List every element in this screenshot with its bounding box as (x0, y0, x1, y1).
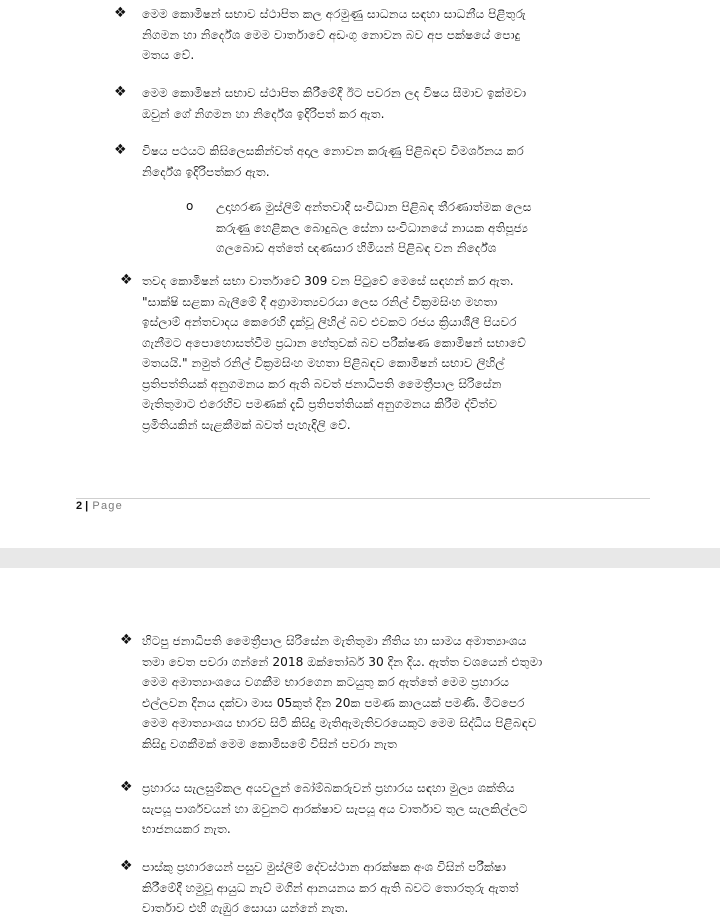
text-line: මෙම කොමිෂන් සභාව ස්ථාපිත කිරීමේදී ඊට පවරන ලද විෂය සීමාව ඉක්මවා (142, 86, 527, 100)
text-line: මැතිතුමාට එරෙහිව පමණක් දැඩි ප්‍රතිපත්තියක් අනුගමනය කිරීම ද්විත්ව (142, 397, 498, 411)
bullet-diamond-icon: ❖ (120, 272, 133, 288)
text-line: මෙම කොමිෂන් සභාව ස්ථාපිත කල අරමුණු සාධනය සඳහා සාධනීය පිළිතුරු (142, 7, 526, 21)
text-line: එල්ලවන දිනය දක්වා මාස 05කුත් දින 20ක පමණ කාලයක් පමණි. මීටපෙර (142, 695, 525, 710)
bullet-diamond-icon: ❖ (120, 779, 133, 795)
page-gap (0, 548, 720, 568)
text-line: නිර්දේශ ඉදිරිපත්කර ඇත. (142, 164, 270, 179)
text-line: මෙම අමාත්‍යාංශයෙ වගකීම භාරගෙන කටයුතු කර ඇත්තේ මෙම ප්‍රහාරය (142, 675, 509, 689)
bullet-paragraph (142, 83, 650, 124)
text-line: ගලබොඩ අත්තේ ඥණසාර හිමියන් පිළිබඳ වන නිර්දේශ (216, 241, 497, 255)
document-page-2 (0, 568, 720, 922)
text-line: ප්‍රතිපත්තියක් අනුගමනය කර ඇති බවත් ජනාධිපති මෛත්‍රීපාල සිරිසේන (142, 376, 502, 391)
footer-divider (76, 498, 650, 499)
page-label: Page (92, 500, 123, 512)
text-line: උදාහරණ මුස්ලිම් අන්තවාදී සංවිධාන පිළිබඳ තීරණාත්මක ලෙස (216, 200, 532, 214)
bullet-diamond-icon: ❖ (114, 142, 127, 158)
sub-bullet-marker: o (186, 199, 194, 213)
text-line: භාජනයකර නැත. (142, 822, 231, 836)
text-line: වාර්තාව එහි ගැඹුර සොයා යන්නේ නැත. (142, 901, 349, 915)
text-line: කරුණු හෙළිකල බොදුබල සේනා සංවිධානයේ නායක අතිපූජ්‍ය (216, 220, 528, 235)
text-line: මෙම අමාත්‍යාංශය භාරව සිටි කිසිදු මැතිඇමැතිවරයෙකුට මෙම සිද්ධිය පිළිබඳව (142, 716, 537, 730)
text-line: ඉස්ලාම් අන්තවාදය කෙරෙහි දැක්වූ ලිහිල් බව එවකට රජය ක්‍රියාශීලී පියවර (142, 315, 517, 329)
page-number: 2 (76, 500, 83, 512)
text-line: නිගමන හා නිර්දේශ මෙම වාර්තාවේ අඩංගු නොවන බව අප පක්ෂයේ පොදු (142, 27, 521, 42)
bullet-diamond-icon: ❖ (114, 5, 127, 21)
text-line: ගැනීමට අපොහොසත්වීම ප්‍රධාන හේතුවක් බව පරීක්ෂණ කොමිෂන් සභාවේ (142, 335, 526, 350)
text-line: ප්‍රහාරය සැලසුම්කල අයවලුන් බෝම්බකරුවන් ප්‍රහාරය සඳහා මුල්‍ය ශක්තිය (142, 781, 515, 795)
bullet-diamond-icon: ❖ (120, 632, 133, 648)
text-line: කිසිදු වගකීමක් මෙම කොමිසමේ විසින් පවරා නැත (142, 736, 397, 751)
text-line: පාස්කු ප්‍රහාරයෙන් පසුව මුස්ලිම් දේවස්ථාන ආරක්ෂක අංශ විසින් පරීක්ෂා (142, 860, 506, 874)
text-line: මතය වේ. (142, 48, 195, 62)
text-line: ප්‍රමිතියකින් සැළකීමක් බවත් පැහැදිලි වේ. (142, 417, 351, 432)
text-line: මතයයි." නමුත් රනිල් වික්‍රමසිංහ මහතා පිළිබඳව කොමිෂන් සභාව ලිහිල් (142, 356, 505, 370)
footer-separator: | (85, 500, 90, 512)
text-line: විෂය පථයට කිසිලෙසකින්වත් අදාල නොවන කරුණු පිළිබඳව විමර්ශනය කර (142, 144, 524, 158)
bullet-paragraph (142, 778, 650, 840)
text-line: සැපයූ පාර්ශවයන් හා ඔවුනට ආරක්ෂාව සැපයූ අය වාර්තාව තුල සැලකිල්ලට (142, 801, 528, 816)
bullet-paragraph (142, 141, 650, 182)
text-line: තමා වෙත පවරා ගන්නේ 2018 ඔක්තෝබර් 30 දින දිය. ඇත්ත වශයෙන් එතුමා (142, 654, 543, 669)
text-line: තවද කොමිෂන් සභා වාර්තාවේ 309 වන පිටුවේ මෙසේ සඳහන් කර ඇත. (142, 274, 514, 288)
text-line: හිටපු ජනාධිපති මෛත්‍රීපාල සිරිසේන මැතිතුමා නීතිය හා සාමය අමාත්‍යාංශය (142, 634, 527, 648)
bullet-diamond-icon: ❖ (120, 858, 133, 874)
bullet-paragraph (142, 4, 650, 66)
quote-paragraph (142, 271, 650, 435)
text-line: ඔවුන් ගේ නිගමන හා නිර්දේශ ඉදිරිපත් කර ඇත. (142, 106, 385, 121)
sub-bullet-paragraph (216, 197, 650, 259)
bullet-diamond-icon: ❖ (114, 84, 127, 100)
text-line: කිරීමේදී හමුවූ ආයුධ නැව් මගින් ආනයනය කර ඇති බවට තොරතුරු ඇතත් (142, 880, 519, 895)
text-line: "සාක්ෂි සළකා බැලීමේ දී අග්‍රාමාත්‍යවරයා ලෙස රනිල් වික්‍රමසිංහ මහතා (142, 294, 498, 309)
bullet-paragraph (142, 631, 650, 754)
bullet-paragraph (142, 857, 650, 919)
page-footer (76, 500, 123, 512)
